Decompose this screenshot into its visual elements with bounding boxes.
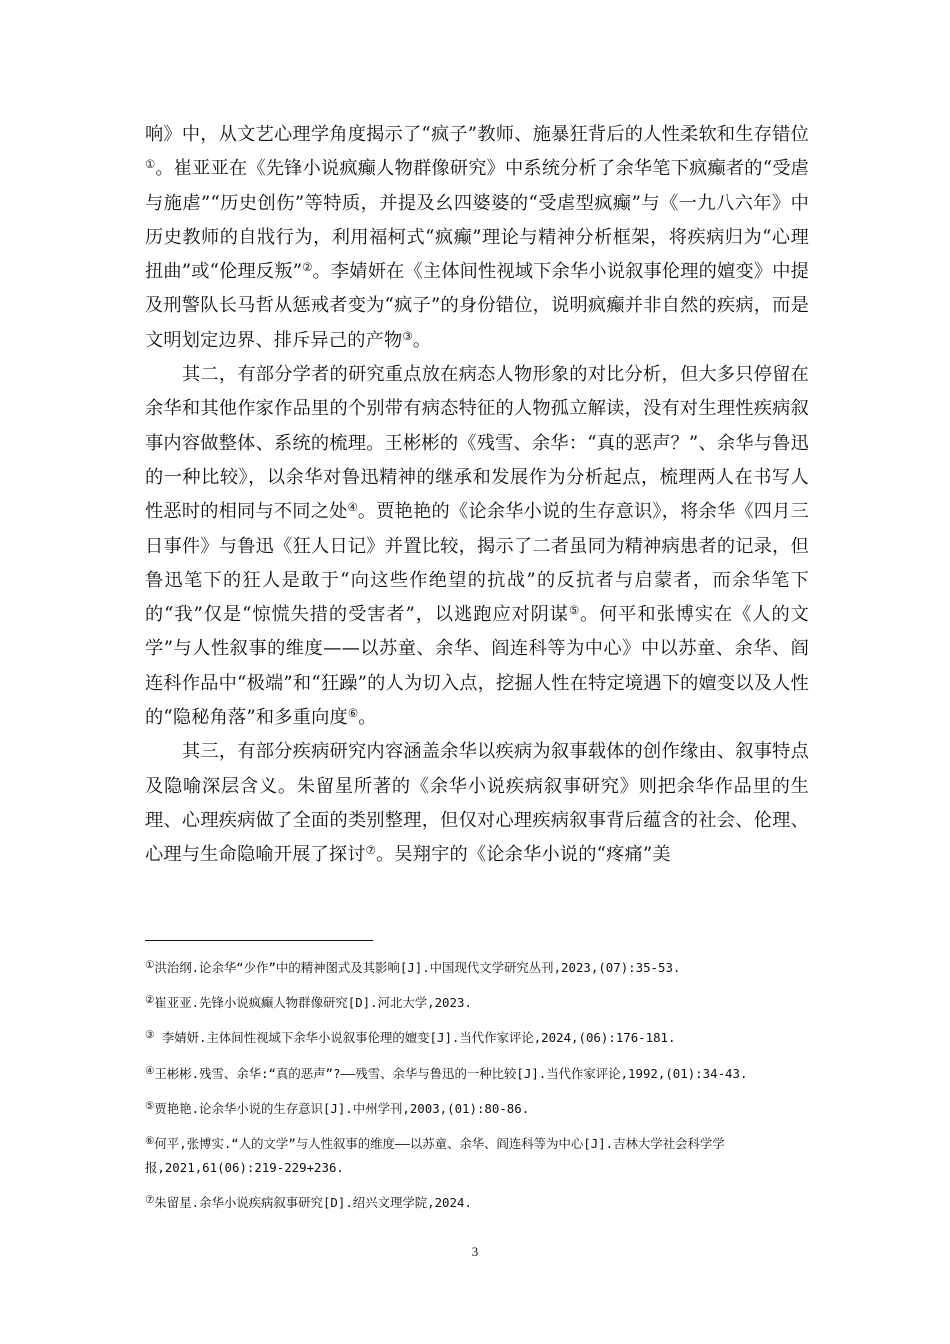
footnote-text: 洪治纲.论余华“少作”中的精神图式及其影响[J].中国现代文学研究丛刊,2023,(07):35-53.	[154, 960, 681, 976]
paragraph-text: 其二，有部分学者的研究重点放在病态人物形象的对比分析，但大多只停留在余华和其他作家作品里的个别带有病态特征的人物孤立解读，没有对生理性疾病叙事内容做整体、系统的梳理。王彬彬的《残雪、余华：“真的恶声？”、余华与鲁迅的一种比较》，以余华对鲁迅精神的继承和发展作为分析起点，梳理两人在书写人性恶时的相同与不同之处	[145, 364, 809, 523]
footnote-separator	[145, 940, 373, 941]
footnote-text: 贾艳艳.论余华小说的生存意识[J].中州学刊,2003,(01):80-86.	[154, 1100, 530, 1116]
paragraph	[145, 735, 809, 872]
footnote-mark: ⑥	[145, 1134, 155, 1147]
paragraph-text: 。	[358, 707, 377, 729]
paragraph-text: 。吴翔宇的《论余华小说的“疼痛”美	[375, 844, 671, 866]
paragraph	[145, 358, 809, 735]
footnote-text: 李婧妍.主体间性视域下余华小说叙事伦理的嬗变[J].当代作家评论,2024,(06):176-181.	[154, 1030, 676, 1046]
footnote-reference: ⑥	[347, 706, 359, 720]
page-number: 3	[471, 1244, 479, 1259]
footnote-mark: ③	[145, 1029, 155, 1042]
paragraph-text: 。	[412, 329, 432, 351]
paragraph-text: 其三，有部分疾病研究内容涵盖余华以疾病为叙事载体的创作缘由、叙事特点及隐喻深层含义。朱留星所著的《余华小说疾病叙事研究》则把余华作品里的生理、心理疾病做了全面的类别整理，但仅对心理疾病叙事背后蕴含的社会、伦理、心理与生命隐喻开展了探讨	[145, 741, 809, 866]
footnote-mark: ④	[145, 1064, 155, 1077]
paragraph-text: 。何平和张博实在《人的文学”与人性叙事的维度——以苏童、余华、阎连科等为中心》中以苏童、余华、阎连科作品中“极端”和“狂躁”的人为切入点，挖掘人性在特定境遇下的嬗变以及人性的“隐秘角落”和多重向度	[145, 604, 809, 729]
footnote-entry	[145, 1094, 810, 1121]
footnote-entry	[145, 1023, 810, 1050]
main-body-text	[145, 118, 809, 873]
paragraph-text: 。崔亚亚在《先锋小说疯癫人物群像研究》中系统分析了余华笔下疯癫者的“受虐与施虐”“历史创伤”等特质，并提及幺四婆婆的“受虐型疯癫”与《一九八六年》中历史教师的自戕行为，利用福柯式“疯癫”理论与精神分析框架，将疾病归为“心理扭曲”或“伦理反叛”	[145, 158, 809, 283]
footnote-mark: ⑤	[145, 1099, 155, 1112]
footnote-text: 王彬彬.残雪、余华:“真的恶声”?——残雪、余华与鲁迅的一种比较[J].当代作家评论,1992,(01):34-43.	[154, 1065, 748, 1081]
footnote-reference: ②	[302, 260, 313, 274]
footnote-mark: ①	[145, 959, 155, 971]
footnote-entry	[145, 988, 810, 1015]
footnotes	[145, 953, 810, 1223]
footnote-text: 朱留星.余华小说疾病叙事研究[D].绍兴文理学院,2024.	[154, 1195, 472, 1211]
footnote-reference: ⑤	[568, 603, 580, 617]
footnote-mark: ⑦	[145, 1194, 155, 1207]
footnote-entry	[145, 953, 810, 980]
paragraph-text: 。李婧妍在《主体间性视域下余华小说叙事伦理的嬗变》中提及刑警队长马哲从惩戒者变为“疯子”的身份错位，说明疯癫并非自然的疾病，而是文明划定边界、排斥异己的产物	[145, 261, 809, 351]
footnote-mark: ②	[145, 994, 155, 1007]
footnote-entry	[145, 1129, 810, 1180]
footnote-text: 崔亚亚.先锋小说疯癫人物群像研究[D].河北大学,2023.	[154, 995, 472, 1011]
footnote-reference: ①	[145, 158, 156, 172]
paragraph-text: 。贾艳艳的《论余华小说的生存意识》，将余华《四月三日事件》与鲁迅《狂人日记》并置比较，揭示了二者虽同为精神病患者的记录，但鲁迅笔下的狂人是敢于“向这些作绝望的抗战”的反抗者与启蒙者，而余华笔下的“我”仅是“惊慌失措的受害者”，以逃跑应对阴谋	[145, 501, 809, 626]
paragraph-text: 响》中，从文艺心理学角度揭示了“疯子”教师、施暴狂背后的人性柔软和生存错位	[145, 124, 809, 145]
footnote-reference: ④	[347, 501, 358, 515]
footnote-text: 何平,张博实.“人的文学”与人性叙事的维度——以苏童、余华、阎连科等为中心[J].吉林大学社会科学学报,2021,61(06):219-229+236.	[145, 1136, 725, 1176]
footnote-reference: ⑦	[365, 844, 376, 858]
footnote-entry	[145, 1188, 810, 1215]
footnote-reference: ③	[402, 329, 413, 343]
paragraph	[145, 118, 809, 358]
footnote-entry	[145, 1059, 810, 1086]
